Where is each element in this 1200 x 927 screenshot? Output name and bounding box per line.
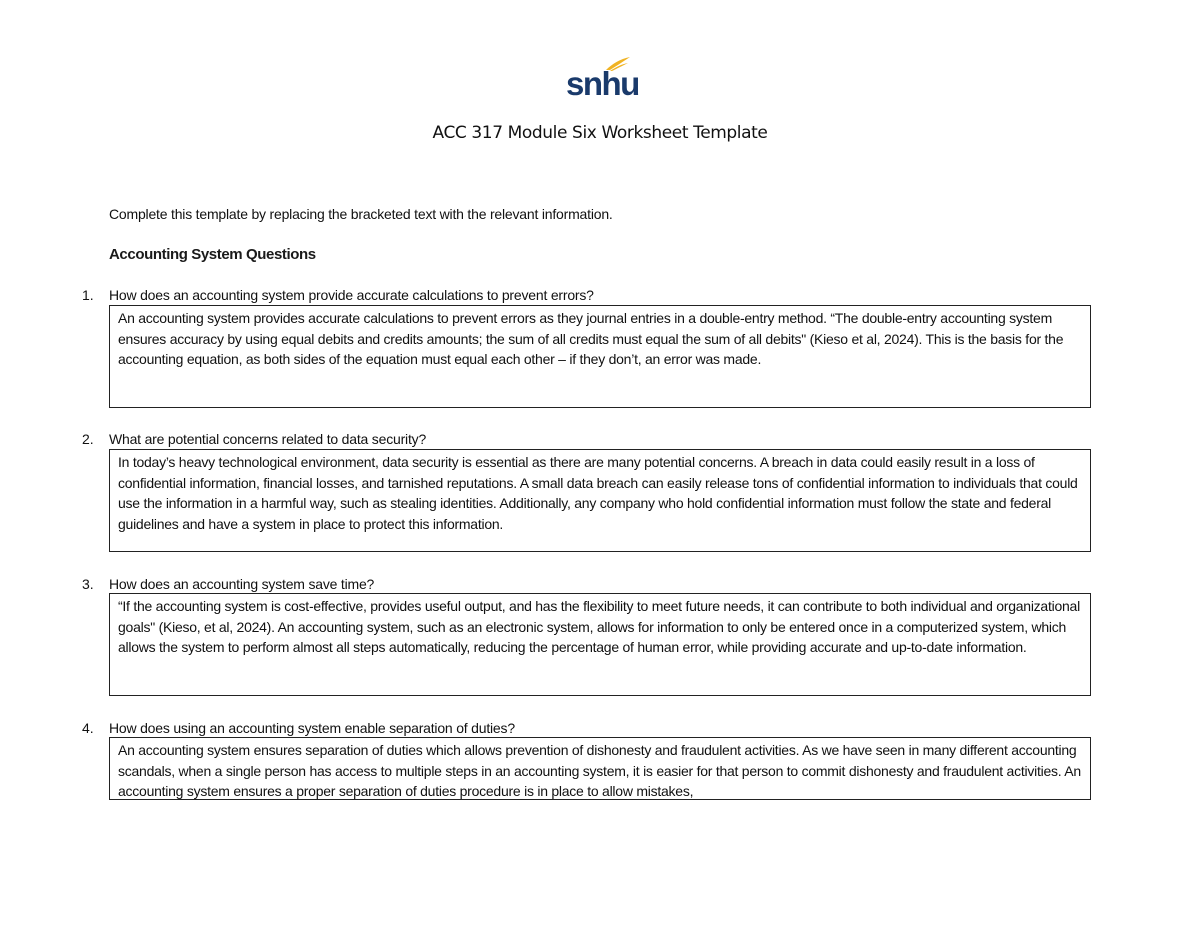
question-text: How does using an accounting system enable separation of duties? — [109, 720, 515, 736]
logo-wordmark: snhu — [566, 65, 639, 102]
section-heading: Accounting System Questions — [109, 246, 316, 263]
question-number: 4. — [82, 720, 94, 736]
instruction-text: Complete this template by replacing the bracketed text with the relevant information. — [109, 206, 613, 222]
question-text: How does an accounting system save time? — [109, 576, 375, 592]
question-text: What are potential concerns related to data security? — [109, 431, 427, 447]
question-number: 1. — [82, 287, 94, 303]
answer-box[interactable]: An accounting system ensures separation of duties which allows prevention of dishonesty and fraudulent activities. As we have seen in many different accounting scandals, when a single person has access to multiple steps in an accounting system, it is easier for that person to commit dishonesty and fraudulent activities. An accounting system ensures a proper separation of duties procedure is in place to allow mistakes, — [109, 737, 1091, 800]
question-number: 2. — [82, 431, 94, 447]
question-number: 3. — [82, 576, 94, 592]
question-text: How does an accounting system provide accurate calculations to prevent errors? — [109, 287, 594, 303]
snhu-logo — [560, 56, 640, 104]
answer-box[interactable]: An accounting system provides accurate calculations to prevent errors as they journal entries in a double-entry method. “The double-entry accounting system ensures accuracy by using equal debits and credits amounts; the sum of all credits must equal the sum of all debits" (Kieso et al, 2024). This is the basis for the accounting equation, as both sides of the equation must equal each other – if they don’t, an error was made. — [109, 305, 1091, 408]
answer-box[interactable]: “If the accounting system is cost-effective, provides useful output, and has the flexibility to meet future needs, it can contribute to both individual and organizational goals" (Kieso, et al, 2024). An accounting system, such as an electronic system, allows for information to only be entered once in a computerized system, which allows the system to perform almost all steps automatically, reducing the percentage of human error, while providing accurate and up-to-date information. — [109, 593, 1091, 696]
answer-box[interactable]: In today’s heavy technological environment, data security is essential as there are many potential concerns. A breach in data could easily result in a loss of confidential information, financial losses, and tarnished reputations. A small data breach can easily release tons of confidential information to individuals that could use the information in a harmful way, such as stealing identities. Additionally, any company who hold confidential information must follow the state and federal guidelines and have a system in place to protect this information. — [109, 449, 1091, 552]
document-title: ACC 317 Module Six Worksheet Template — [432, 123, 768, 143]
